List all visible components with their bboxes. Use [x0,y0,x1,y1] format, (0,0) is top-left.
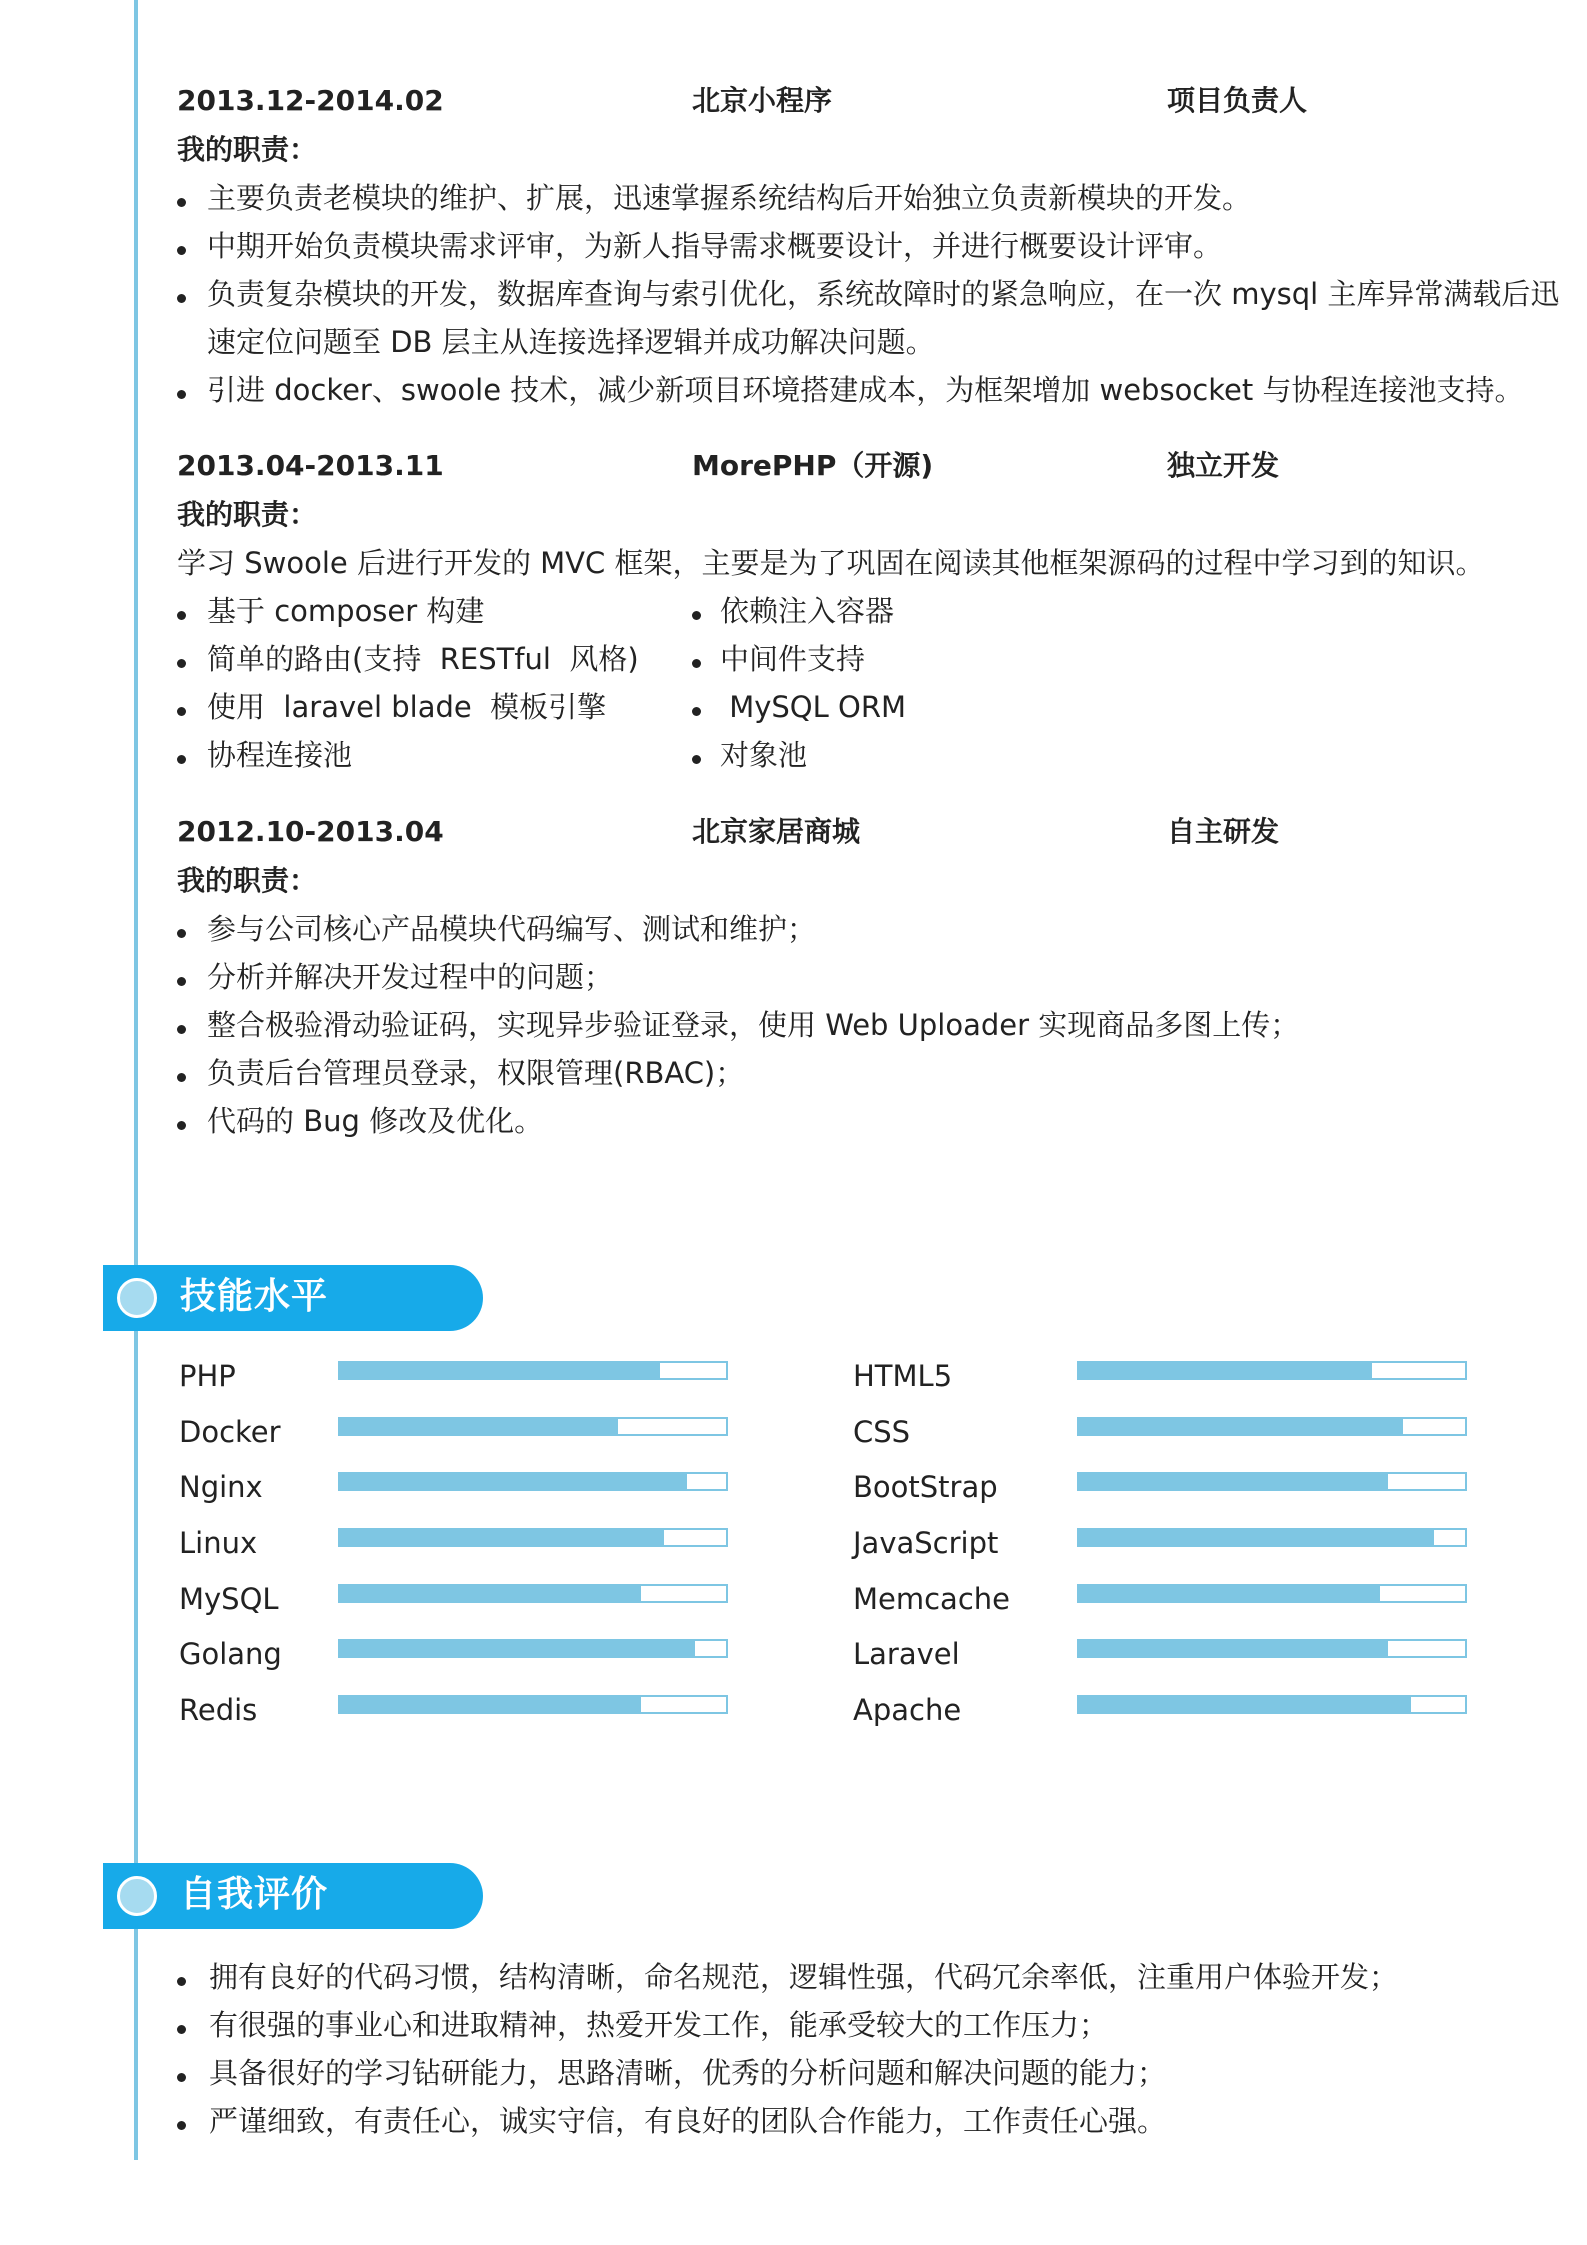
skills-section-title: 技能水平 [180,1276,329,1317]
exp3-role: 自主研发 [1167,815,1280,848]
skill-bar [338,1472,728,1491]
bullet-dot [177,390,186,399]
bullet-dot [692,755,701,764]
exp3-bullet: 整合极验滑动验证码，实现异步验证登录，使用 Web Uploader 实现商品多图上传； [207,1008,1300,1042]
skill-bar-fill [1079,1697,1411,1712]
exp3-bullet: 参与公司核心产品模块代码编写、测试和维护； [207,912,817,946]
exp3-bullet: 分析并解决开发过程中的问题； [207,960,614,994]
exp3-company: 北京家居商城 [692,815,861,848]
skill-bar [338,1584,728,1603]
exp2-duties-label: 我的职责： [177,498,318,531]
skill-name: JavaScript [853,1526,999,1560]
skill-name: Linux [179,1526,258,1560]
exp2-feature: 中间件支持 [720,642,866,676]
bullet-dot [692,707,701,716]
bullet-dot [692,611,701,620]
exp1-role: 项目负责人 [1167,84,1308,117]
exp3-bullet: 负责后台管理员登录，权限管理(RBAC)； [207,1056,745,1090]
exp3-duties-label: 我的职责： [177,864,318,897]
skill-name: Memcache [853,1582,1010,1616]
skill-name: CSS [853,1415,911,1449]
bullet-dot [177,755,186,764]
skill-bar-fill [1079,1419,1403,1434]
skill-bar [338,1695,728,1714]
skill-bar [338,1528,728,1547]
skill-bar [338,1417,728,1436]
skill-bar-fill [340,1697,641,1712]
skill-bar [338,1361,728,1380]
exp1-bullet-continuation: 速定位问题至 DB 层主从连接选择逻辑并成功解决问题。 [207,325,935,359]
section-dot-icon [117,1876,157,1916]
skill-bar [1077,1695,1467,1714]
bullet-dot [177,611,186,620]
exp2-intro: 学习 Swoole 后进行开发的 MVC 框架，主要是为了巩固在阅读其他框架源码的过程中学习到的知识。 [177,546,1485,580]
skill-bar-fill [340,1474,687,1489]
exp3-date: 2012.10-2013.04 [177,815,444,848]
skill-bar-fill [340,1419,618,1434]
skills-section-header [103,1265,483,1331]
section-dot-icon [117,1278,157,1318]
bullet-dot [177,294,186,303]
self-eval-section-header [103,1863,483,1929]
bullet-dot [177,246,186,255]
bullet-dot [177,2121,186,2130]
exp1-company: 北京小程序 [692,84,833,117]
exp2-feature: 使用 laravel blade 模板引擎 [207,690,607,724]
skill-bar [1077,1361,1467,1380]
exp1-bullet: 负责复杂模块的开发，数据库查询与索引优化，系统故障时的紧急响应，在一次 mysql 主库异常满载后迅 [207,277,1560,311]
exp1-bullet: 引进 docker、swoole 技术，减少新项目环境搭建成本，为框架增加 websocket 与协程连接池支持。 [207,373,1524,407]
exp2-feature: 对象池 [720,738,808,772]
bullet-dot [177,1073,186,1082]
skill-name: Nginx [179,1470,263,1504]
skill-bar-fill [340,1363,660,1378]
self-eval-section-title: 自我评价 [180,1874,329,1915]
skill-bar [1077,1417,1467,1436]
bullet-dot [177,659,186,668]
bullet-dot [177,2025,186,2034]
exp2-feature: 依赖注入容器 [720,594,895,628]
exp2-role: 独立开发 [1167,449,1280,482]
skill-name: Laravel [853,1637,960,1671]
bullet-dot [177,1977,186,1986]
self-eval-bullet: 有很强的事业心和进取精神，热爱开发工作，能承受较大的工作压力； [209,2008,1109,2042]
skill-bar-fill [340,1586,641,1601]
skill-name: Apache [853,1693,962,1727]
timeline-line [134,0,138,2160]
skill-bar-fill [340,1530,664,1545]
exp2-feature: MySQL ORM [720,690,907,724]
exp1-bullet: 主要负责老模块的维护、扩展，迅速掌握系统结构后开始独立负责新模块的开发。 [207,181,1252,215]
skill-bar-fill [340,1641,695,1656]
skill-bar-fill [1079,1363,1372,1378]
bullet-dot [177,929,186,938]
exp2-date: 2013.04-2013.11 [177,449,444,482]
skill-name: MySQL [179,1582,279,1616]
skill-bar [1077,1639,1467,1658]
bullet-dot [177,1025,186,1034]
skill-bar-fill [1079,1586,1380,1601]
bullet-dot [177,198,186,207]
skill-bar [1077,1584,1467,1603]
exp3-bullet: 代码的 Bug 修改及优化。 [207,1104,544,1138]
skill-name: HTML5 [853,1359,953,1393]
self-eval-bullet: 拥有良好的代码习惯，结构清晰，命名规范，逻辑性强，代码冗余率低，注重用户体验开发； [209,1960,1399,1994]
skill-bar-fill [1079,1530,1434,1545]
bullet-dot [692,659,701,668]
exp2-feature: 基于 composer 构建 [207,594,485,628]
skill-name: Golang [179,1637,282,1671]
skill-bar [1077,1528,1467,1547]
skill-name: Redis [179,1693,258,1727]
bullet-dot [177,2073,186,2082]
exp2-feature: 协程连接池 [207,738,353,772]
exp1-bullet: 中期开始负责模块需求评审，为新人指导需求概要设计，并进行概要设计评审。 [207,229,1223,263]
exp1-date: 2013.12-2014.02 [177,84,444,117]
skill-bar-fill [1079,1641,1388,1656]
skill-bar-fill [1079,1474,1388,1489]
skill-name: PHP [179,1359,236,1393]
exp1-duties-label: 我的职责： [177,133,318,166]
skill-name: BootStrap [853,1470,998,1504]
exp2-feature: 简单的路由(支持 RESTful 风格) [207,642,639,676]
exp2-company: MorePHP（开源) [692,449,934,482]
bullet-dot [177,707,186,716]
skill-bar [338,1639,728,1658]
self-eval-bullet: 严谨细致，有责任心，诚实守信，有良好的团队合作能力，工作责任心强。 [209,2104,1167,2138]
bullet-dot [177,977,186,986]
skill-bar [1077,1472,1467,1491]
skill-name: Docker [179,1415,281,1449]
self-eval-bullet: 具备很好的学习钻研能力，思路清晰，优秀的分析问题和解决问题的能力； [209,2056,1167,2090]
bullet-dot [177,1121,186,1130]
